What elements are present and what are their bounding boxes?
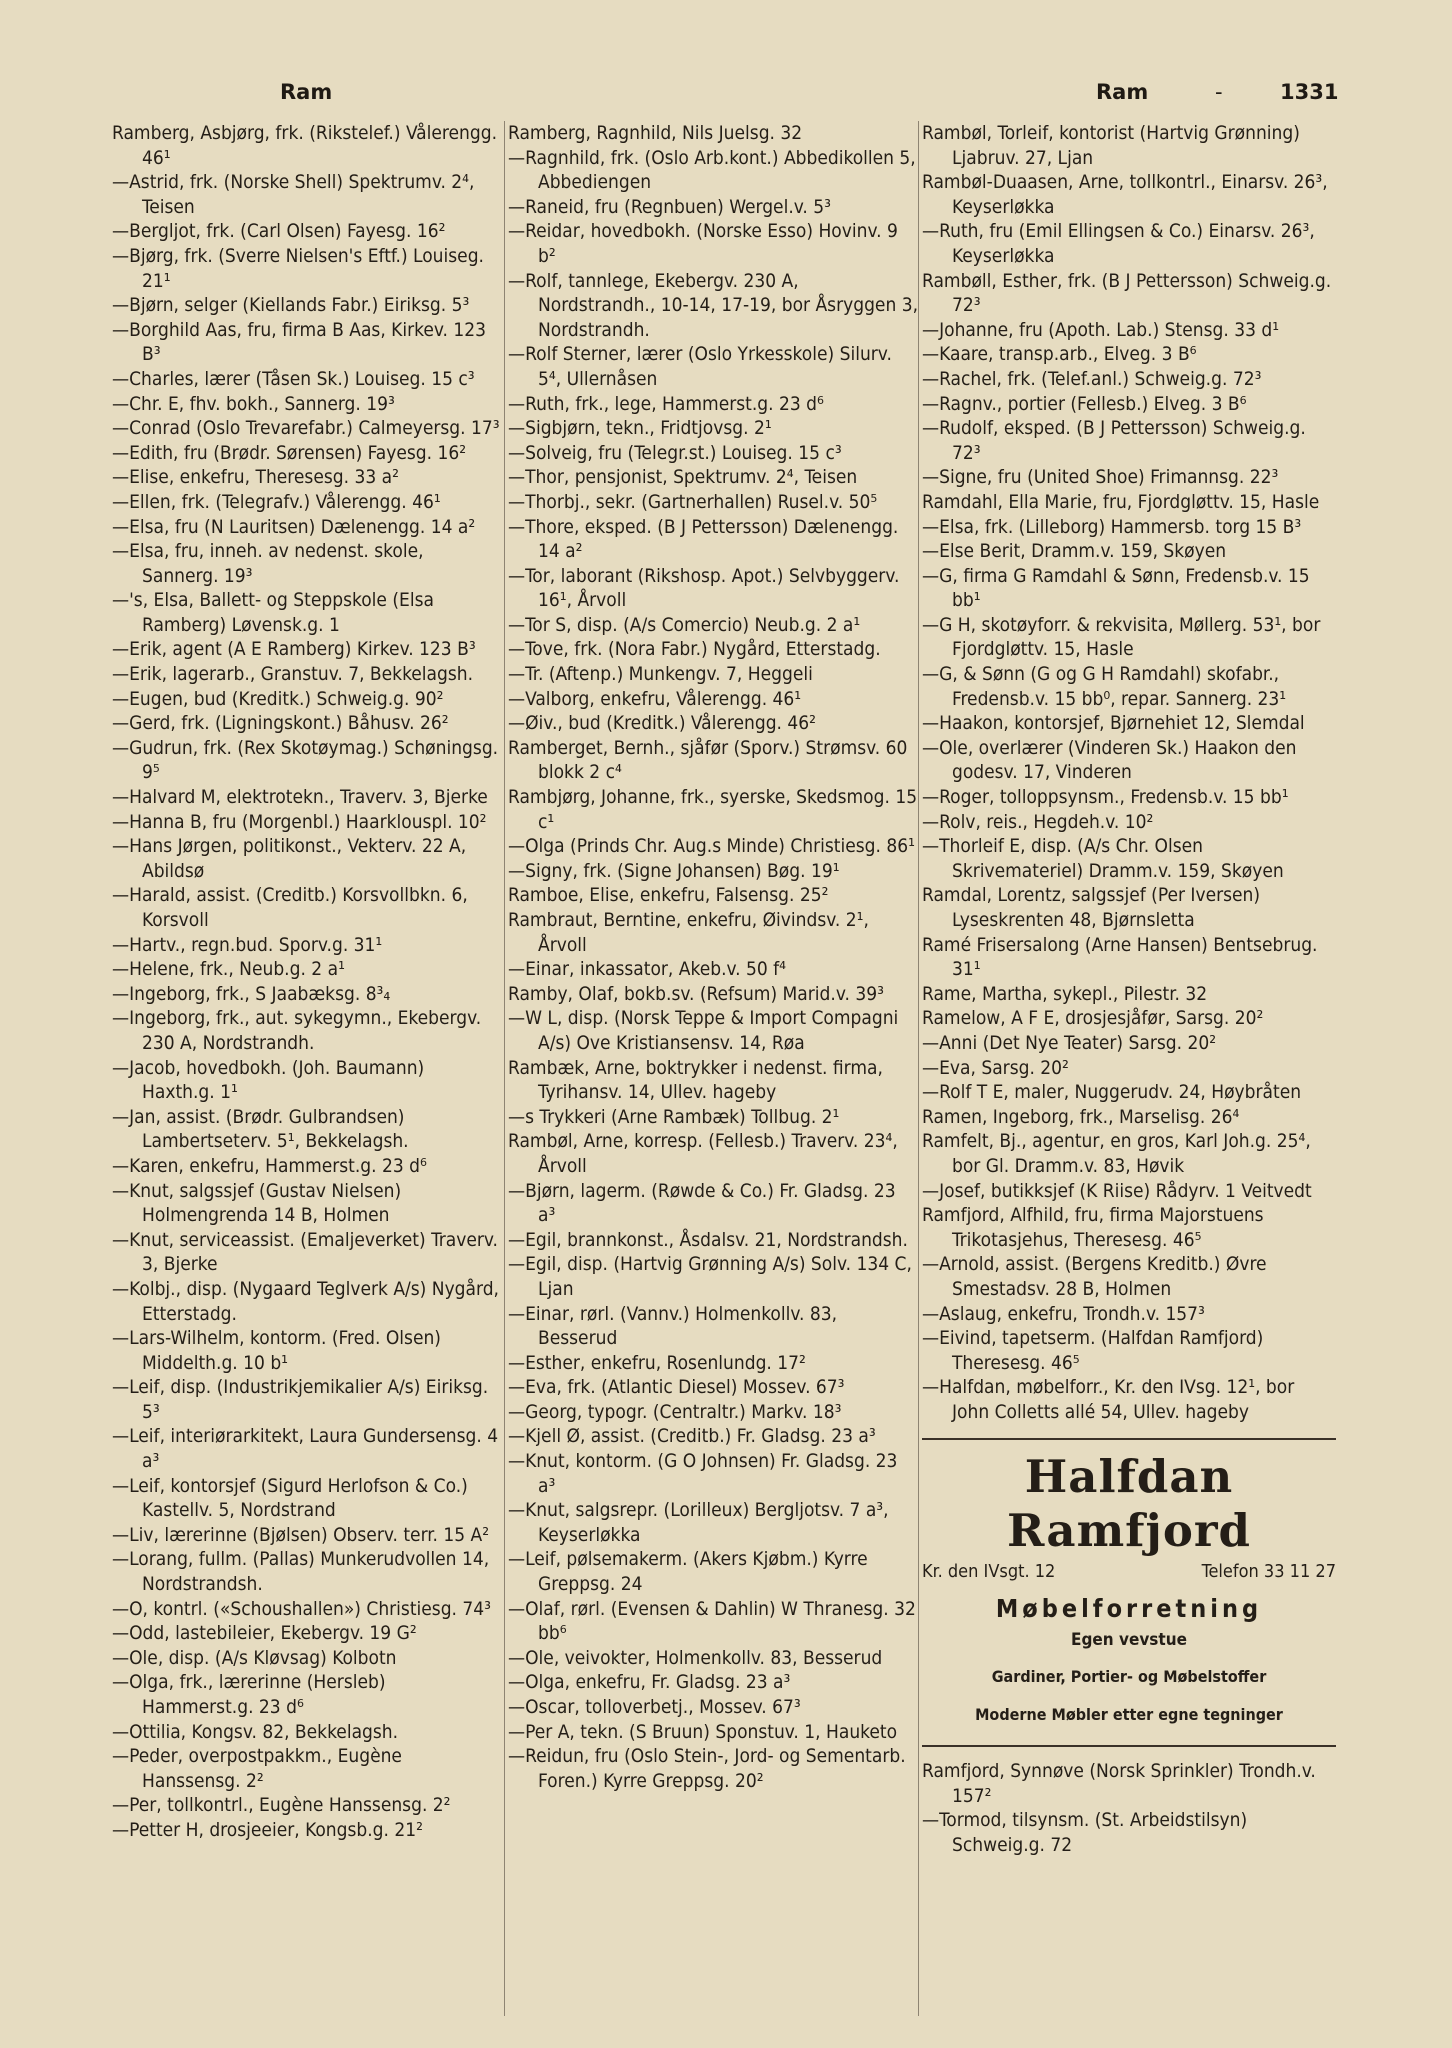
ad-workshop: Egen vevstue [1071,1630,1187,1651]
directory-entry: —Eivind, tapetserm. (Halfdan Ramfjord) Theresesg. 46⁵ [922,1327,1264,1374]
column-1 [112,121,500,2021]
directory-entry: —Aslaug, enkefru, Trondh.v. 157³ [922,1302,1205,1325]
directory-entry: —Elsa, fru, inneh. av nedenst. skole, Sannerg. 19³ [112,540,424,587]
directory-entry: —Tormod, tilsynsm. (St. Arbeidstilsyn) Schweig.g. 72 [922,1809,1248,1856]
directory-entry: —s Trykkeri (Arne Rambæk) Tollbug. 2¹ [508,1105,840,1128]
directory-entry: —Helene, frk., Neub.g. 2 a¹ [112,958,345,981]
directory-entry: —Johanne, fru (Apoth. Lab.) Stensg. 33 d¹ [922,318,1280,341]
directory-entry: —Ragnhild, frk. (Oslo Arb.kont.) Abbedikollen 5, Abbediengen [508,146,916,194]
ad-goods: Gardiner, Portier- og Møbelstoffer [991,1667,1267,1687]
directory-entry: —Lars-Wilhelm, kontorm. (Fred. Olsen) Middelth.g. 10 b¹ [112,1327,441,1374]
directory-entry: Rambøl-Duaasen, Arne, tollkontrl., Einarsv. 26³, Keyserløkka [922,171,1328,218]
directory-entry: —Tr. (Aftenp.) Munkengv. 7, Heggeli [508,663,813,686]
directory-entry: Rambraut, Berntine, enkefru, Øivindsv. 2¹, Årvoll [508,909,869,956]
column-2 [508,121,918,2021]
directory-entry: —Bjørg, frk. (Sverre Nielsen's Eftf.) Louiseg. 21¹ [112,244,484,292]
ad-shop-type: Møbelforretning [995,1594,1263,1624]
directory-entry: —Ruth, fru (Emil Ellingsen & Co.) Einarsv. 26³, Keyserløkka [922,220,1315,267]
directory-entry: —Hanna B, fru (Morgenbl.) Haarklouspl. 10² [112,810,487,833]
directory-entry: —Olga, frk., lærerinne (Hersleb) Hammerst.g. 23 d⁶ [112,1671,386,1718]
directory-entry: —Harald, assist. (Creditb.) Korsvollbkn. 6, Korsvoll [112,884,468,931]
directory-entry: —Kjell Ø, assist. (Creditb.) Fr. Gladsg. 23 a³ [508,1425,876,1448]
column-3 [922,121,1336,2021]
column-3-entries-bottom [922,1759,1336,1857]
directory-entry: —Olga (Prinds Chr. Aug.s Minde) Christiesg. 86¹ [508,835,915,858]
directory-entry: —Per, tollkontrl., Eugène Hanssensg. 2² [112,1794,451,1817]
directory-entry: —Rudolf, eksped. (B J Pettersson) Schweig.g. 72³ [922,417,1306,464]
directory-entry: —Einar, rørl. (Vannv.) Holmenkollv. 83, Besserud [508,1302,838,1350]
header-right-word: Ram [1096,80,1149,104]
directory-entry: —Eugen, bud (Kreditk.) Schweig.g. 90² [112,687,444,710]
directory-entry: —Tor, laborant (Rikshosp. Apot.) Selvbyggerv. 16¹, Årvoll [508,564,900,612]
column-3-entries-top [922,121,1336,1424]
directory-entry: —Knut, salgsrepr. (Lorilleux) Bergljotsv. 7 a³, Keyserløkka [508,1499,889,1546]
directory-entry: —Chr. E, fhv. bokh., Sannerg. 19³ [112,392,395,415]
directory-entry: —Bjørn, selger (Kiellands Fabr.) Eiriksg. 5³ [112,294,470,317]
directory-entry: —Signy, frk. (Signe Johansen) Bøg. 19¹ [508,859,840,882]
directory-entry: —Thorbj., sekr. (Gartnerhallen) Rusel.v. 50⁵ [508,490,878,513]
advertisement [922,1438,1336,1747]
directory-entry: —Leif, interiørarkitekt, Laura Gundersensg. 4 a³ [112,1425,499,1473]
directory-entry: —Ellen, frk. (Telegrafv.) Vålerengg. 46¹ [112,490,441,513]
directory-entry: Rambjørg, Johanne, frk., syerske, Skedsmog. 15 c¹ [508,786,918,833]
directory-entry: —Ottilia, Kongsv. 82, Bekkelagsh. [112,1720,399,1743]
directory-entry: —Arnold, assist. (Bergens Kreditb.) Øvre Smestadsv. 28 B, Holmen [922,1253,1267,1300]
directory-entry: Ramé Frisersalong (Arne Hansen) Bentsebrug. 31¹ [922,933,1318,981]
directory-entry: —Ragnv., portier (Fellesb.) Elveg. 3 B⁶ [922,392,1247,415]
directory-entry: —Knut, serviceassist. (Emaljeverket) Traverv. 3, Bjerke [112,1228,498,1276]
directory-entry: —Esther, enkefru, Rosenlundg. 17² [508,1351,806,1374]
page-number: 1331 [1280,80,1339,104]
directory-entry: —Eva, Sarsg. 20² [922,1056,1069,1079]
directory-entry: Ramdal, Lorentz, salgssjef (Per Iversen) Lyseskrenten 48, Bjørnsletta [922,884,1261,931]
directory-entry: —Anni (Det Nye Teater) Sarsg. 20² [922,1031,1217,1054]
directory-entry: —Rolf T E, maler, Nuggerudv. 24, Høybråten [922,1081,1302,1104]
directory-entry: —Astrid, frk. (Norske Shell) Spektrumv. 2⁴, Teisen [112,171,475,218]
directory-entry: Ramdahl, Ella Marie, fru, Fjordgløttv. 15, Hasle [922,490,1320,513]
directory-entry: —Charles, lærer (Tåsen Sk.) Louiseg. 15 c³ [112,367,475,390]
directory-entry: —Thor, pensjonist, Spektrumv. 2⁴, Teisen [508,466,858,489]
directory-entry: —Elsa, frk. (Lilleborg) Hammersb. torg 15 B³ [922,515,1302,538]
directory-entry: Rambøl, Arne, korresp. (Fellesb.) Traverv. 23⁴, Årvoll [508,1130,898,1177]
directory-entry: —Petter H, drosjeeier, Kongsb.g. 21² [112,1818,423,1841]
directory-entry: —Else Berit, Dramm.v. 159, Skøyen [922,540,1227,563]
directory-entry: —Bergljot, frk. (Carl Olsen) Fayesg. 16² [112,220,446,243]
directory-entry: Ramen, Ingeborg, frk., Marselisg. 26⁴ [922,1105,1240,1128]
directory-entry: —Rolf Sterner, lærer (Oslo Yrkesskole) Silurv. 5⁴, Ullernåsen [508,343,892,390]
directory-entry: Ramfelt, Bj., agentur, en gros, Karl Joh.g. 25⁴, bor Gl. Dramm.v. 83, Høvik [922,1130,1311,1177]
directory-entry: —Jan, assist. (Brødr. Gulbrandsen) Lambertseterv. 5¹, Bekkelagsh. [112,1105,409,1153]
directory-entry: Rambøll, Esther, frk. (B J Pettersson) Schweig.g. 72³ [922,269,1332,317]
directory-entry: —Tor S, disp. (A/s Comercio) Neub.g. 2 a¹ [508,613,861,636]
directory-entry: —Thore, eksped. (B J Pettersson) Dælenengg. 14 a² [508,515,899,563]
header-left-word: Ram [280,80,333,104]
directory-entry: Rame, Martha, sykepl., Pilestr. 32 [922,982,1208,1005]
directory-entry: —Ruth, frk., lege, Hammerst.g. 23 d⁶ [508,392,824,415]
directory-entry: —Halvard M, elektrotekn., Traverv. 3, Bjerke [112,786,488,809]
directory-entry: —Egil, disp. (Hartvig Grønning A/s) Solv. 134 C, Ljan [508,1253,912,1300]
directory-entry: —Hartv., regn.bud. Sporv.g. 31¹ [112,933,383,956]
directory-entry: Rambæk, Arne, boktrykker i nedenst. firma, Tyrihansv. 14, Ullev. hageby [508,1056,883,1104]
directory-entry: —Elise, enkefru, Theresesg. 33 a² [112,466,399,489]
directory-entry: —Reidun, fru (Oslo Stein-, Jord- og Sementarb. Foren.) Kyrre Greppsg. 20² [508,1745,906,1792]
directory-entry: —Conrad (Oslo Trevarefabr.) Calmeyersg. 17³ [112,417,500,440]
directory-entry: —Knut, kontorm. (G O Johnsen) Fr. Gladsg. 23 a³ [508,1450,898,1497]
directory-entry: —Leif, disp. (Industrikjemikalier A/s) Eiriksg. 5³ [112,1376,489,1423]
directory-entry: —Signe, fru (United Shoe) Frimannsg. 22³ [922,466,1279,489]
directory-entry: —Erik, agent (A E Ramberg) Kirkev. 123 B³ [112,638,476,661]
ad-contact-line [922,1560,1336,1585]
directory-entry: —G H, skotøyforr. & rekvisita, Møllerg. 53¹, bor Fjordgløttv. 15, Hasle [922,613,1321,661]
directory-entry: —Hans Jørgen, politikonst., Vekterv. 22 A, Abildsø [112,835,467,882]
directory-entry: Ramboe, Elise, enkefru, Falsensg. 25² [508,884,829,907]
directory-entry: —Einar, inkassator, Akeb.v. 50 f⁴ [508,958,787,981]
directory-entry: Ramfjord, Alfhild, fru, firma Majorstuens Trikotasjehus, Theresesg. 46⁵ [922,1204,1264,1251]
directory-entry: —Oscar, tolloverbetj., Mossev. 67³ [508,1696,801,1718]
directory-entry: —Per A, tekn. (S Bruun) Sponstuv. 1, Hauketo [508,1720,898,1743]
directory-entry: —Roger, tolloppsynsm., Fredensb.v. 15 bb¹ [922,786,1289,809]
directory-entry: —Jacob, hovedbokh. (Joh. Baumann) Haxth.g. 1¹ [112,1056,425,1104]
ad-business-name: Halfdan Ramfjord [1006,1450,1252,1558]
directory-entry: —Haakon, kontorsjef, Bjørnehiet 12, Slemdal [922,712,1305,735]
directory-entry: —Ole, disp. (A/s Kløvsag) Kolbotn [112,1646,397,1669]
directory-entry: —Gudrun, frk. (Rex Skotøymag.) Schøningsg. 9⁵ [112,736,499,784]
directory-entry: —Rachel, frk. (Telef.anl.) Schweig.g. 72³ [922,367,1262,390]
column-divider-1 [504,121,505,2016]
directory-entry: —Gerd, frk. (Ligningskont.) Båhusv. 26² [112,712,449,735]
directory-entry: —Øiv., bud (Kreditk.) Vålerengg. 46² [508,712,816,735]
directory-entry: Ramberg, Ragnhild, Nils Juelsg. 32 [508,122,803,144]
directory-entry: Ramelow, A F E, drosjesjåfør, Sarsg. 20² [922,1007,1264,1030]
directory-entry: —Reidar, hovedbokh. (Norske Esso) Hovinv. 9 b² [508,220,898,267]
directory-entry: —Thorleif E, disp. (A/s Chr. Olsen Skrivemateriel) Dramm.v. 159, Skøyen [922,835,1284,882]
directory-entry: —Olaf, rørl. (Evensen & Dahlin) W Thranesg. 32 bb⁶ [508,1597,916,1645]
directory-entry: Ramberg, Asbjørg, frk. (Rikstelef.) Vålerengg. 46¹ [112,122,498,169]
directory-entry: —Eva, frk. (Atlantic Diesel) Mossev. 67³ [508,1376,845,1399]
directory-entry: —Leif, pølsemakerm. (Akers Kjøbm.) Kyrre Greppsg. 24 [508,1548,868,1596]
ad-address: Kr. den IVsgt. 12 [922,1561,1056,1583]
directory-entry: —Raneid, fru (Regnbuen) Wergel.v. 5³ [508,195,831,218]
directory-entry: —G, firma G Ramdahl & Sønn, Fredensb.v. 15 bb¹ [922,564,1310,612]
directory-entry: —Odd, lastebileier, Ekebergv. 19 G² [112,1622,417,1645]
directory-entry: —Lorang, fullm. (Pallas) Munkerudvollen 14, Nordstrandsh. [112,1548,490,1596]
directory-entry: —Borghild Aas, fru, firma B Aas, Kirkev. 123 B³ [112,318,487,366]
ad-tagline: Moderne Møbler etter egne tegninger [975,1705,1283,1725]
directory-entry: —Tove, frk. (Nora Fabr.) Nygård, Etterstadg. [508,638,881,661]
directory-entry: —Elsa, fru (N Lauritsen) Dælenengg. 14 a² [112,515,476,538]
directory-entry: —Bjørn, lagerm. (Røwde & Co.) Fr. Gladsg. 23 a³ [508,1179,896,1227]
ad-phone: Telefon 33 11 27 [1201,1561,1336,1583]
directory-entry: —Ole, veivokter, Holmenkollv. 83, Besserud [508,1646,883,1669]
directory-entry: —Ingeborg, frk., S Jaabæksg. 8³₄ [112,982,391,1005]
directory-entry: —Karen, enkefru, Hammerst.g. 23 d⁶ [112,1154,427,1177]
directory-entry: —O, kontrl. («Schoushallen») Christiesg. 74³ [112,1597,492,1620]
directory-entry: —W L, disp. (Norsk Teppe & Import Compagni A/s) Ove Kristiansensv. 14, Røa [508,1007,899,1054]
directory-entry: —Leif, kontorsjef (Sigurd Herlofson & Co.) Kastellv. 5, Nordstrand [112,1474,468,1522]
directory-entry: —Kolbj., disp. (Nygaard Teglverk A/s) Nygård, Etterstadg. [112,1277,499,1325]
directory-entry: —Liv, lærerinne (Bjølsen) Observ. terr. 15 A² [112,1523,490,1546]
directory-entry: —Solveig, fru (Telegr.st.) Louiseg. 15 c³ [508,441,842,464]
directory-entry: —Georg, typogr. (Centraltr.) Markv. 18³ [508,1400,842,1423]
directory-entry: —Rolv, reis., Hegdeh.v. 10² [922,810,1154,833]
directory-entry: —Edith, fru (Brødr. Sørensen) Fayesg. 16² [112,441,467,464]
directory-entry: Rambøl, Torleif, kontorist (Hartvig Grønning) Ljabruv. 27, Ljan [922,122,1300,169]
directory-entry: —Erik, lagerarb., Granstuv. 7, Bekkelagsh. [112,663,474,686]
directory-entry: —Josef, butikksjef (K Riise) Rådyrv. 1 Veitvedt [922,1179,1312,1202]
directory-entry: Ramfjord, Synnøve (Norsk Sprinkler) Trondh.v. 157² [922,1760,1316,1807]
directory-entry: —Halfdan, møbelforr., Kr. den IVsg. 12¹, bor John Colletts allé 54, Ullev. hageby [922,1376,1295,1423]
directory-entry: —Peder, overpostpakkm., Eugène Hanssensg. 2² [112,1745,402,1792]
directory-entry: —Kaare, transp.arb., Elveg. 3 B⁶ [922,343,1197,366]
directory-entry: —Egil, brannkonst., Åsdalsv. 21, Nordstrandsh. [508,1228,908,1251]
directory-entry: —Ole, overlærer (Vinderen Sk.) Haakon den godesv. 17, Vinderen [922,736,1297,784]
directory-entry: —'s, Elsa, Ballett- og Steppskole (Elsa Ramberg) Løvensk.g. 1 [112,589,434,636]
directory-entry: Ramby, Olaf, bokb.sv. (Refsum) Marid.v. 39³ [508,982,884,1005]
directory-entry: —Knut, salgssjef (Gustav Nielsen) Holmengrenda 14 B, Holmen [112,1179,402,1227]
directory-entry: —Sigbjørn, tekn., Fridtjovsg. 2¹ [508,417,772,440]
directory-entry: —G, & Sønn (G og G H Ramdahl) skofabr., Fredensb.v. 15 bb⁰, repar. Sannerg. 23¹ [922,663,1287,710]
directory-entry: —Rolf, tannlege, Ekebergv. 230 A, Nordstrandh., 10-14, 17-19, bor Åsryggen 3, Nordstrandh. [508,269,918,341]
directory-entry: Ramberget, Bernh., sjåfør (Sporv.) Strømsv. 60 blokk 2 c⁴ [508,736,908,784]
directory-entry: —Valborg, enkefru, Vålerengg. 46¹ [508,687,802,710]
directory-entry: —Olga, enkefru, Fr. Gladsg. 23 a³ [508,1671,791,1694]
directory-entry: —Ingeborg, frk., aut. sykegymn., Ekebergv. 230 A, Nordstrandh. [112,1007,482,1054]
column-divider-2 [918,121,919,2016]
header-dash: - [1215,80,1223,104]
